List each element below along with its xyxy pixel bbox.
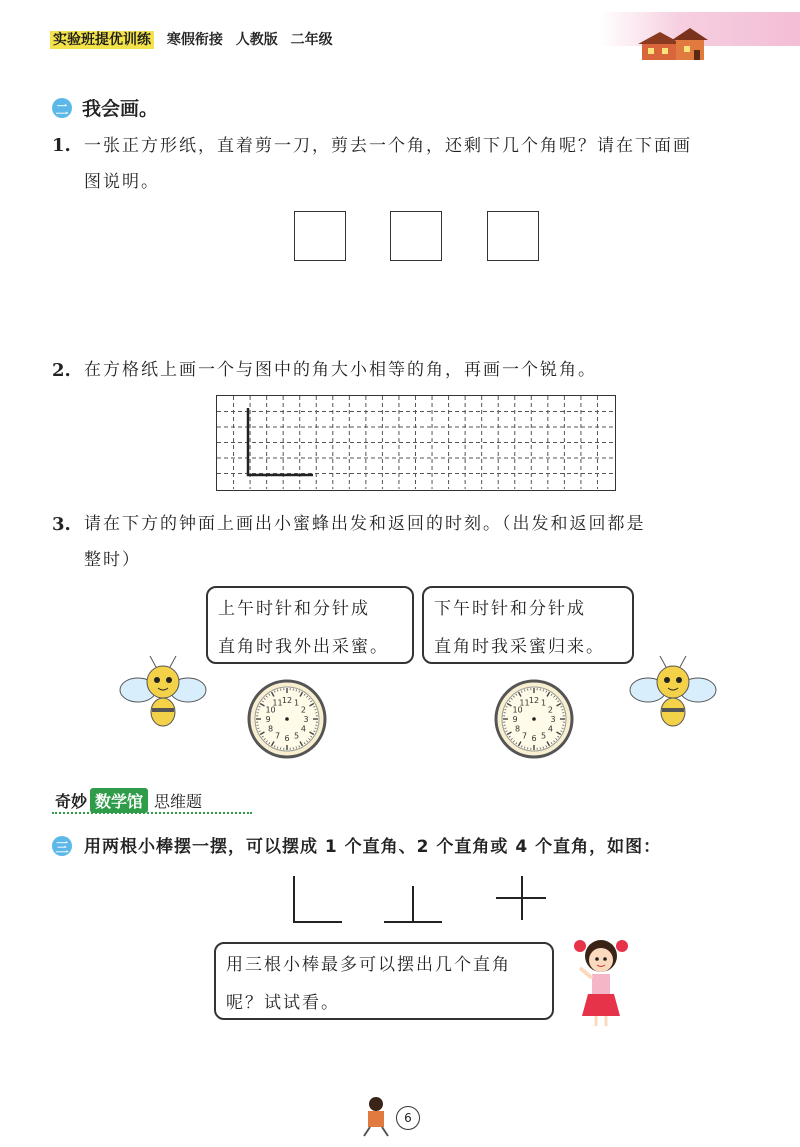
question-text: [84, 506, 784, 578]
graph-paper[interactable]: [216, 395, 616, 491]
clock-number: 3: [303, 715, 309, 724]
clock-number: 4: [300, 724, 307, 734]
section-badge: 二: [52, 98, 72, 118]
question-text: 在方格纸上画一个与图中的角大小相等的角，再画一个锐角。: [84, 360, 597, 380]
question-line: 一张正方形纸，直着剪一刀，剪去一个角，还剩下几个角呢？请在下面画: [84, 136, 692, 156]
clock-number: 1: [540, 698, 547, 708]
bubble-line: 直角时我外出采蜜。: [218, 637, 389, 657]
clock-number: 6: [284, 734, 290, 743]
clock-face[interactable]: [246, 678, 328, 760]
clock-number: 2: [300, 705, 307, 715]
clock-number: 7: [274, 731, 281, 741]
girl-icon: [566, 934, 636, 1030]
bee-icon: [118, 650, 208, 734]
stick-figures: [290, 872, 560, 928]
speech-bubble-morning: [206, 586, 414, 664]
clock-number: 7: [521, 731, 528, 741]
bubble-line: 下午时针和分针成: [434, 599, 586, 619]
banner-math-hall: [52, 788, 202, 812]
header-edition: 人教版: [235, 32, 278, 48]
sample-angle: [248, 408, 313, 475]
clock-number: 3: [550, 715, 556, 724]
banner-part: 思维题: [154, 791, 203, 811]
speech-bubble-afternoon: [422, 586, 634, 664]
section-title: 我会画。: [82, 98, 159, 120]
banner-underline: [52, 812, 252, 814]
header-subtitle: 寒假衔接: [166, 32, 223, 48]
clock-number: 12: [281, 696, 293, 705]
question-line: 图说明。: [84, 172, 160, 192]
bubble-line: 呢？试试看。: [226, 993, 340, 1013]
clock-number: 4: [547, 724, 554, 734]
bubble-line: 上午时针和分针成: [218, 599, 370, 619]
clock-face[interactable]: [493, 678, 575, 760]
clock-number: 2: [547, 705, 554, 715]
bubble-line: 直角时我采蜜归来。: [434, 637, 605, 657]
bee-icon: [628, 650, 718, 734]
header-grade: 二年级: [290, 32, 333, 48]
grid-lines: [217, 396, 614, 489]
clock-number: 9: [512, 715, 518, 724]
clock-number: 6: [531, 734, 537, 743]
question-number: 3.: [52, 514, 71, 535]
clock-number: 8: [514, 724, 521, 734]
question-text: [84, 128, 784, 200]
clock-number: 5: [293, 731, 300, 741]
clock-number: 11: [519, 698, 530, 708]
question-number: 1.: [52, 135, 71, 156]
clock-number: 5: [540, 731, 547, 741]
clock-number: 10: [512, 705, 523, 715]
clock-number: 9: [265, 715, 271, 724]
bubble-line: 用三根小棒最多可以摆出几个直角: [226, 955, 511, 975]
clock-center: [285, 717, 289, 721]
clock-center: [532, 717, 536, 721]
question-line: 请在下方的钟面上画出小蜜蜂出发和返回的时刻。（出发和返回都是: [84, 514, 646, 534]
clock-number: 1: [293, 698, 300, 708]
speech-bubble-question: [214, 942, 554, 1020]
character-icon: [356, 1094, 396, 1138]
section-text: 用两根小棒摆一摆，可以摆成 1 个直角、2 个直角或 4 个直角，如图：: [84, 837, 662, 857]
clock-number: 8: [267, 724, 274, 734]
square-box[interactable]: [294, 211, 346, 261]
section-badge: 三: [52, 836, 72, 856]
clock-number: 10: [265, 705, 276, 715]
question-number: 2.: [52, 360, 71, 381]
page-number: 6: [396, 1106, 420, 1130]
house-icon: [636, 28, 710, 64]
header-title: [50, 29, 341, 49]
square-box[interactable]: [487, 211, 539, 261]
series-name: 实验班提优训练: [50, 31, 154, 49]
question-line: 整时）: [84, 550, 141, 570]
banner-part: 数学馆: [90, 788, 148, 813]
square-box[interactable]: [390, 211, 442, 261]
clock-number: 12: [528, 696, 540, 705]
banner-part: 奇妙: [55, 791, 88, 811]
clock-number: 11: [272, 698, 283, 708]
